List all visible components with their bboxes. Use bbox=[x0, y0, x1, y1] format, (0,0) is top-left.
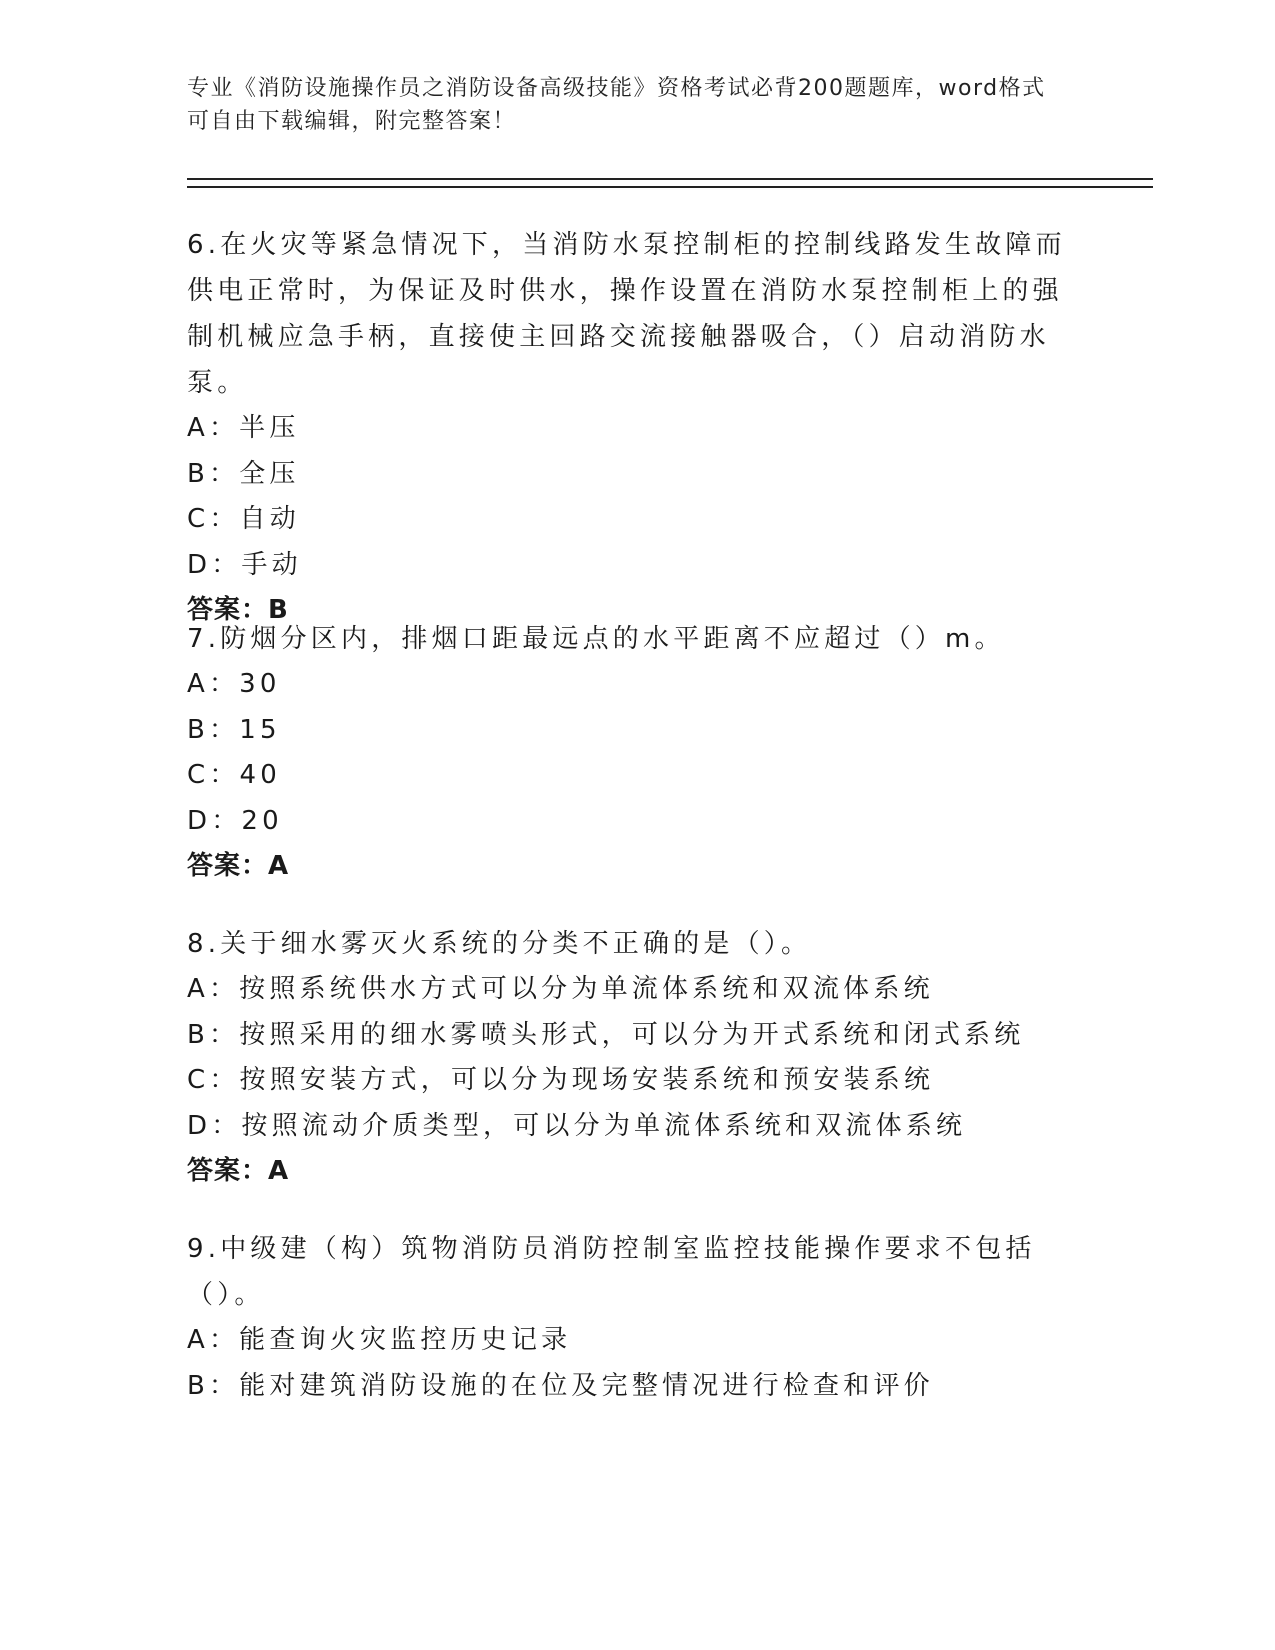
question-stem: 7.防烟分区内，排烟口距最远点的水平距离不应超过（）m。 bbox=[187, 624, 1005, 654]
option-c: C：40 bbox=[187, 760, 282, 790]
option-b: B：能对建筑消防设施的在位及完整情况进行检查和评价 bbox=[187, 1370, 934, 1401]
header-title: 专业《消防设施操作员之消防设备高级技能》资格考试必背200题题库，word格式可自由下载编辑，附完整答案！ bbox=[187, 76, 1046, 134]
answer-value: A bbox=[268, 1156, 290, 1186]
header-divider bbox=[187, 178, 1153, 188]
option-c: C：按照安装方式，可以分为现场安装系统和预安装系统 bbox=[187, 1065, 935, 1095]
question-stem: 6.在火灾等紧急情况下，当消防水泵控制柜的控制线路发生故障而供电正常时，为保证及时供水，操作设置在消防水泵控制柜上的强制机械应急手柄，直接使主回路交流接触器吸合，（）启动消防水泵。 bbox=[187, 230, 1066, 398]
option-c: C：自动 bbox=[187, 504, 300, 534]
document-header bbox=[187, 72, 1067, 138]
option-d: D：手动 bbox=[187, 549, 302, 580]
option-a: A：30 bbox=[187, 669, 281, 699]
option-b: B：全压 bbox=[187, 458, 300, 489]
question-7 bbox=[187, 616, 1067, 890]
question-stem: 8.关于细水雾灭火系统的分类不正确的是（）。 bbox=[187, 929, 812, 959]
option-d: D：按照流动介质类型，可以分为单流体系统和双流体系统 bbox=[187, 1110, 967, 1141]
option-b: B：按照采用的细水雾喷头形式，可以分为开式系统和闭式系统 bbox=[187, 1019, 1025, 1050]
question-6 bbox=[187, 222, 1067, 634]
answer-line bbox=[187, 844, 1067, 890]
answer-label: 答案： bbox=[187, 595, 269, 625]
answer-value: A bbox=[268, 851, 290, 881]
answer-value: B bbox=[268, 595, 289, 625]
option-a: A：按照系统供水方式可以分为单流体系统和双流体系统 bbox=[187, 974, 934, 1004]
option-b: B：15 bbox=[187, 714, 281, 745]
question-8 bbox=[187, 921, 1067, 1195]
answer-line bbox=[187, 1149, 1067, 1195]
option-d: D：20 bbox=[187, 805, 283, 836]
answer-label: 答案： bbox=[187, 851, 269, 881]
question-9 bbox=[187, 1226, 1067, 1409]
option-a: A：能查询火灾监控历史记录 bbox=[187, 1325, 572, 1355]
option-a: A：半压 bbox=[187, 413, 300, 443]
question-stem: 9.中级建（构）筑物消防员消防控制室监控技能操作要求不包括（）。 bbox=[187, 1234, 1036, 1310]
answer-label: 答案： bbox=[187, 1156, 269, 1186]
